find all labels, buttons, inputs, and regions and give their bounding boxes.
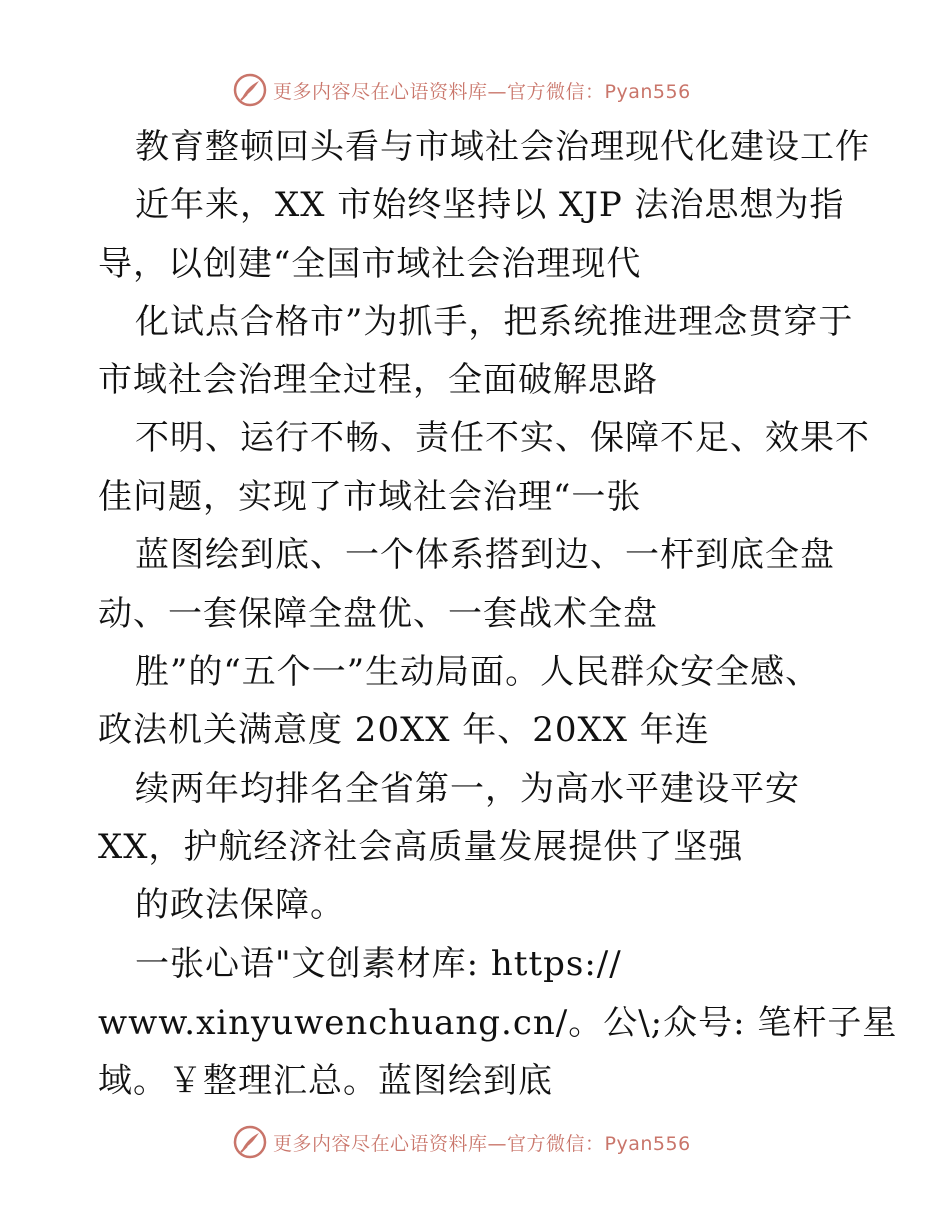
paragraph-line: 动、一套保障全盘优、一套战术全盘	[98, 594, 658, 634]
paragraph-line: 佳问题，实现了市域社会治理“一张	[98, 477, 642, 517]
paragraph-line: 一张心语"文创素材库: https://	[135, 944, 622, 984]
paragraph-line: www.xinyuwenchuang.cn/。公\;众号: 笔杆子星	[98, 1003, 898, 1043]
paragraph-line: 市域社会治理全过程，全面破解思路	[98, 360, 658, 400]
paragraph-line: 胜”的“五个一”生动局面。人民群众安全感、	[135, 652, 821, 692]
paragraph-line: 导，以创建“全国市域社会治理现代	[98, 244, 642, 284]
paragraph-line: 政法机关满意度 20XX 年、20XX 年连	[98, 710, 710, 750]
paragraph-line: 续两年均排名全省第一，为高水平建设平安	[135, 769, 800, 809]
footer-banner-inner	[233, 1122, 691, 1162]
paragraph-line: XX，护航经济社会高质量发展提供了坚强	[98, 827, 744, 867]
footer-banner	[0, 1122, 950, 1162]
feather-quill-icon	[233, 73, 267, 107]
paragraph-line: 化试点合格市”为抓手，把系统推进理念贯穿于	[135, 302, 854, 342]
header-banner-text: 更多内容尽在心语资料库—官方微信：Pyan556	[273, 80, 691, 103]
paragraph-line: 近年来，XX 市始终坚持以 XJP 法治思想为指	[135, 185, 845, 225]
header-banner-inner	[233, 70, 691, 110]
header-banner	[0, 70, 950, 110]
paragraph-line: 蓝图绘到底、一个体系搭到边、一杆到底全盘	[135, 535, 835, 575]
document-title: 教育整顿回头看与市域社会治理现代化建设工作	[135, 127, 870, 167]
feather-quill-icon	[233, 1125, 267, 1159]
paragraph-line: 不明、运行不畅、责任不实、保障不足、效果不	[135, 418, 870, 458]
footer-banner-text: 更多内容尽在心语资料库—官方微信：Pyan556	[273, 1132, 691, 1155]
paragraph-line: 域。￥整理汇总。蓝图绘到底	[98, 1061, 553, 1101]
paragraph-line: 的政法保障。	[135, 885, 345, 925]
